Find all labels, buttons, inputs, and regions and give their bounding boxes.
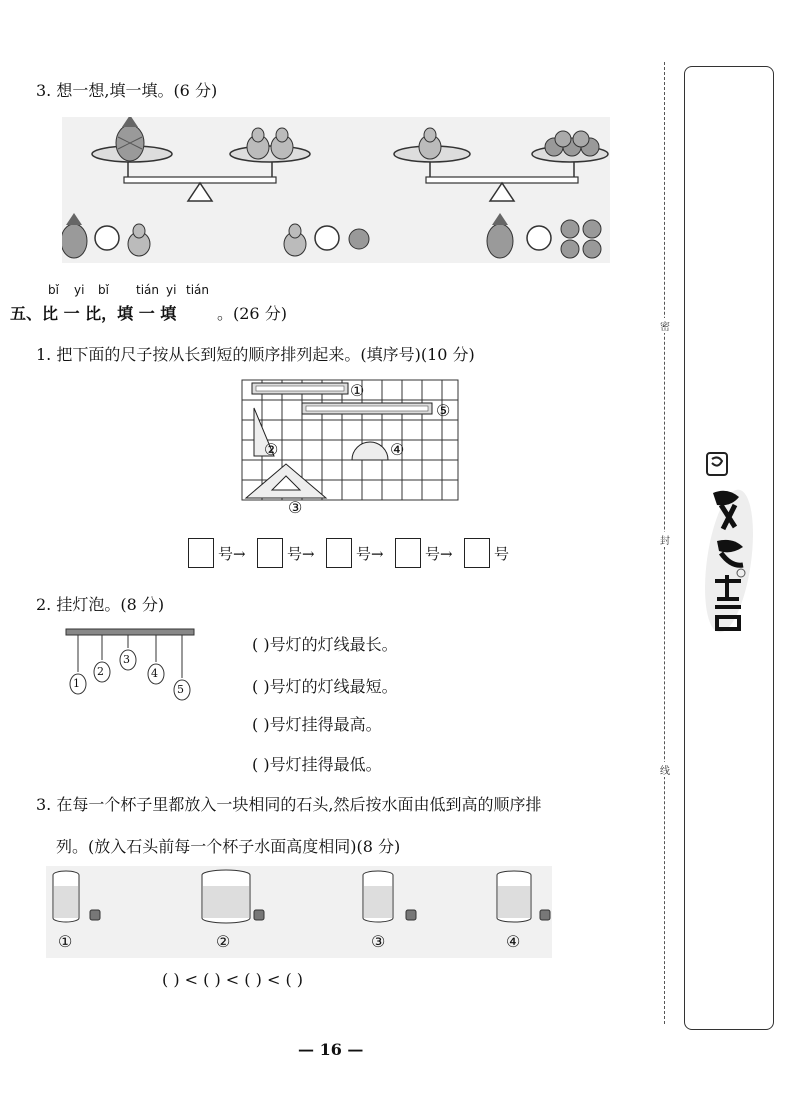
stone-icon: [540, 910, 550, 920]
ruler-label-5: ⑤: [436, 401, 451, 420]
bulb-statement-1[interactable]: ( )号灯的灯线最长。: [252, 635, 398, 654]
pear-icon: [271, 128, 293, 159]
answer-hao-5: 号: [494, 545, 510, 563]
answer-box-4[interactable]: [395, 538, 421, 568]
pinyin-yi1: yi: [74, 283, 85, 297]
bulb-label-1: 1: [73, 677, 80, 690]
answer-box-5[interactable]: [464, 538, 490, 568]
section5-score: 。(26 分): [217, 304, 287, 323]
answer-hao-3: 号→: [356, 545, 384, 563]
apple-icon: [349, 229, 369, 249]
pear-icon: [419, 128, 441, 159]
bulb-label-4: 4: [151, 667, 158, 680]
answer-hao-1: 号→: [218, 545, 246, 563]
q3-title-line1: 3. 在每一个杯子里都放入一块相同的石头,然后按水面由低到高的顺序排: [36, 795, 542, 814]
cups-illustration: [46, 866, 552, 958]
cup-1: [53, 871, 100, 922]
compare-circle: [527, 226, 551, 250]
stone-icon: [254, 910, 264, 920]
balance-scale-2: [394, 128, 608, 201]
answer-box-2[interactable]: [257, 538, 283, 568]
pinyin-bi1: bǐ: [48, 283, 59, 297]
compare-circle: [315, 226, 339, 250]
section3-title: 3. 想一想,填一填。(6 分): [36, 81, 218, 100]
bulb-statement-3[interactable]: ( )号灯挂得最高。: [252, 715, 382, 734]
pinyin-bi2: bǐ: [98, 283, 109, 297]
q2-title: 2. 挂灯泡。(8 分): [36, 595, 165, 614]
balance-scale-1: [92, 117, 310, 201]
cup-4: [497, 871, 550, 922]
compare-circle: [95, 226, 119, 250]
side-panel: [684, 66, 774, 1030]
bulb-illustration: [62, 626, 198, 710]
page-number: — 16 —: [298, 1040, 364, 1059]
seal-char-feng: 封: [660, 532, 670, 547]
section5-title: 五、比 一 比，填 一 填: [10, 304, 177, 323]
seal-char-mi: 密: [660, 318, 670, 333]
cup-label-3: ③: [371, 932, 386, 951]
compare-row: [62, 213, 601, 258]
answer-box-3[interactable]: [326, 538, 352, 568]
apple-icon: [545, 131, 599, 156]
pineapple-icon: [116, 117, 144, 161]
answer-hao-2: 号→: [287, 545, 315, 563]
apple-icon: [561, 220, 601, 258]
seal-char-xian: 线: [660, 762, 670, 777]
ruler-label-1: ①: [350, 381, 365, 400]
pinyin-yi2: yi: [166, 283, 177, 297]
ruler-5: [302, 403, 432, 414]
balance-illustration: [62, 117, 610, 263]
cup-3: [363, 871, 416, 922]
pineapple-icon: [62, 213, 87, 258]
bulb-label-5: 5: [177, 683, 184, 696]
ruler-grid: [240, 378, 462, 518]
stone-icon: [90, 910, 100, 920]
answer-hao-4: 号→: [425, 545, 453, 563]
pineapple-icon: [487, 213, 513, 258]
cup-answer-line[interactable]: ( ) < ( ) < ( ) < ( ): [162, 970, 304, 989]
pinyin-tian1: tián: [136, 283, 159, 297]
stone-icon: [406, 910, 416, 920]
brand-logo: [703, 445, 757, 635]
pear-icon: [247, 128, 269, 159]
ruler-label-4: ④: [390, 440, 405, 459]
pear-icon: [128, 224, 150, 256]
bulb-label-3: 3: [123, 653, 130, 666]
answer-box-1[interactable]: [188, 538, 214, 568]
pear-icon: [284, 224, 306, 256]
q3-title-line2: 列。(放入石头前每一个杯子水面高度相同)(8 分): [56, 837, 401, 856]
ruler-label-2: ②: [264, 440, 279, 459]
pinyin-tian2: tián: [186, 283, 209, 297]
cup-label-2: ②: [216, 932, 231, 951]
cup-label-1: ①: [58, 932, 73, 951]
bulb-label-2: 2: [97, 665, 104, 678]
q1-title: 1. 把下面的尺子按从长到短的顺序排列起来。(填序号)(10 分): [36, 345, 475, 364]
bulb-statement-4[interactable]: ( )号灯挂得最低。: [252, 755, 382, 774]
ruler-1: [252, 383, 348, 394]
cup-2: [202, 870, 264, 923]
cup-label-4: ④: [506, 932, 521, 951]
bulb-statement-2[interactable]: ( )号灯的灯线最短。: [252, 677, 398, 696]
ruler-label-3: ③: [288, 498, 303, 517]
